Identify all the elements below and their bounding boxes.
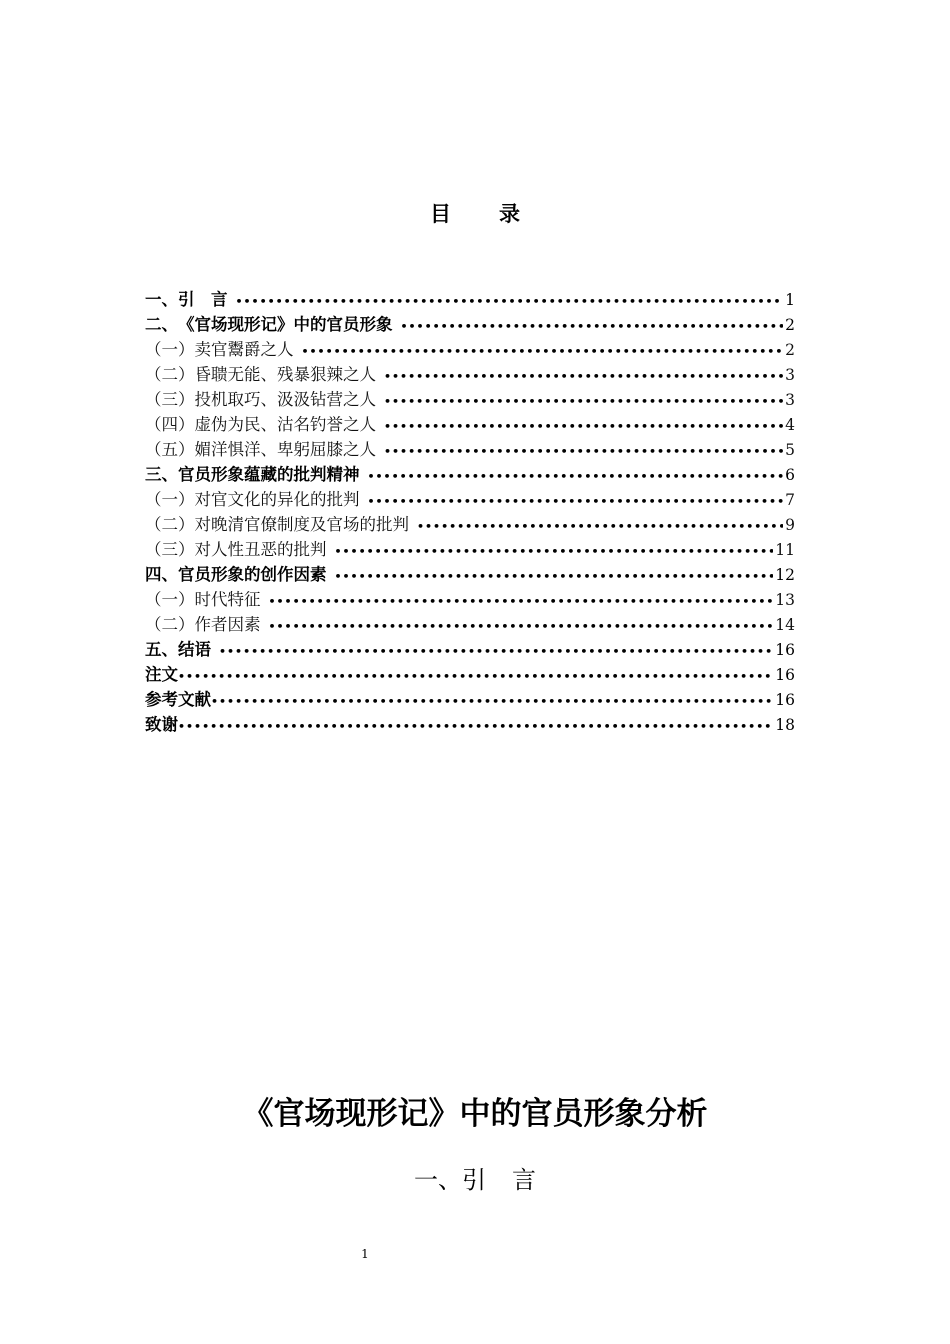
toc-entry-label: 时代特征 [194,590,261,609]
toc-entry-number: 二、 [145,315,178,334]
toc-leader-dots [335,539,774,564]
toc-entry-number: （五） [145,440,195,459]
toc-entry-page: 3 [785,391,795,409]
toc-entry-page: 1 [785,291,795,309]
document-title: 《官场现形记》中的官员形象分析 [242,1096,708,1132]
toc-leader-dots [269,614,774,639]
toc-entry-number: （一） [145,490,195,509]
toc-entry-label: 卖官鬻爵之人 [194,340,294,359]
toc-entry-number: （一） [145,590,195,609]
toc-entry-label: 《官场现形记》中的官员形象 [178,315,393,334]
toc-entry-label: 作者因素 [194,615,261,634]
toc-heading-part2: 录 [499,202,520,226]
page-number: 1 [361,1247,369,1261]
toc-entry-number: （二） [145,515,195,534]
toc-leader-dots [269,589,774,614]
toc-entry-page: 11 [775,541,795,559]
toc-entry-label: 媚洋惧洋、卑躬屈膝之人 [194,440,376,459]
toc-entry-page: 4 [785,416,795,434]
toc-leader-dots [211,689,773,714]
toc-entry[interactable] [145,712,795,737]
toc-entry[interactable] [145,637,795,662]
toc-leader-dots [219,639,773,664]
toc-entry-number: 四、 [145,565,178,584]
toc-entry[interactable] [145,412,795,437]
toc-entry[interactable] [145,587,795,612]
toc-entry-page: 2 [785,341,795,359]
toc-entry[interactable] [145,562,795,587]
toc-entry-page: 9 [785,516,795,534]
toc-entry[interactable] [145,462,795,487]
toc-leader-dots [335,564,774,589]
toc-entry-number: （三） [145,390,195,409]
toc-leader-dots [384,364,783,389]
toc-entry-number: （一） [145,340,195,359]
toc-entry-label: 引 言 [178,290,228,309]
toc-entry-number: （四） [145,415,195,434]
toc-entry-label: 结语 [178,640,211,659]
toc-entry-number: 一、 [145,290,178,309]
toc-heading-part1: 目 [430,202,451,226]
section-heading-number: 一、 [414,1166,462,1194]
toc-entry-page: 6 [785,466,795,484]
toc-entry-label: 官员形象的创作因素 [178,565,327,584]
toc-entry-label: 参考文献 [145,690,211,709]
toc-entry-page: 12 [775,566,795,584]
toc-entry[interactable] [145,612,795,637]
toc-entry-page: 16 [775,641,795,659]
toc-heading [0,198,950,228]
toc-entry[interactable] [145,362,795,387]
toc-entry-label: 投机取巧、汲汲钻营之人 [194,390,376,409]
toc-leader-dots [384,414,783,439]
toc-entry[interactable] [145,687,795,712]
toc-leader-dots [368,464,784,489]
toc-entry-page: 14 [775,616,795,634]
table-of-contents [145,287,795,737]
toc-entry-number: 三、 [145,465,178,484]
toc-leader-dots [302,339,784,364]
toc-entry-label: 对晚清官僚制度及官场的批判 [194,515,409,534]
toc-entry-page: 16 [775,666,795,684]
toc-entry-page: 18 [775,716,795,734]
toc-leader-dots [368,489,784,514]
section-heading [0,1160,950,1195]
section-heading-part1: 引 [462,1166,486,1194]
toc-entry[interactable] [145,662,795,687]
toc-entry[interactable] [145,387,795,412]
toc-entry-label: 官员形象蕴藏的批判精神 [178,465,360,484]
toc-leader-dots [401,314,784,339]
toc-entry-label: 虚伪为民、沽名钓誉之人 [194,415,376,434]
toc-entry-page: 5 [785,441,795,459]
toc-entry-page: 2 [785,316,795,334]
toc-entry-label: 对人性丑恶的批判 [194,540,327,559]
toc-entry[interactable] [145,437,795,462]
toc-entry[interactable] [145,312,795,337]
section-heading-part2: 言 [512,1166,536,1194]
toc-leader-dots [384,389,783,414]
toc-entry-page: 13 [775,591,795,609]
toc-entry-number: （三） [145,540,195,559]
toc-entry-label: 对官文化的异化的批判 [194,490,360,509]
toc-entry[interactable] [145,512,795,537]
toc-entry-page: 7 [785,491,795,509]
toc-entry-number: 五、 [145,640,178,659]
toc-leader-dots [384,439,783,464]
toc-entry[interactable] [145,287,795,312]
toc-leader-dots [417,514,783,539]
toc-entry[interactable] [145,537,795,562]
toc-entry[interactable] [145,487,795,512]
toc-leader-dots [178,664,773,689]
toc-entry-label: 注文 [145,665,178,684]
toc-entry-label: 致谢 [145,715,178,734]
toc-leader-dots [236,289,784,314]
toc-entry-label: 昏聩无能、残暴狠辣之人 [194,365,376,384]
toc-entry[interactable] [145,337,795,362]
toc-leader-dots [178,714,773,739]
toc-entry-number: （二） [145,615,195,634]
toc-entry-page: 16 [775,691,795,709]
toc-entry-page: 3 [785,366,795,384]
toc-entry-number: （二） [145,365,195,384]
